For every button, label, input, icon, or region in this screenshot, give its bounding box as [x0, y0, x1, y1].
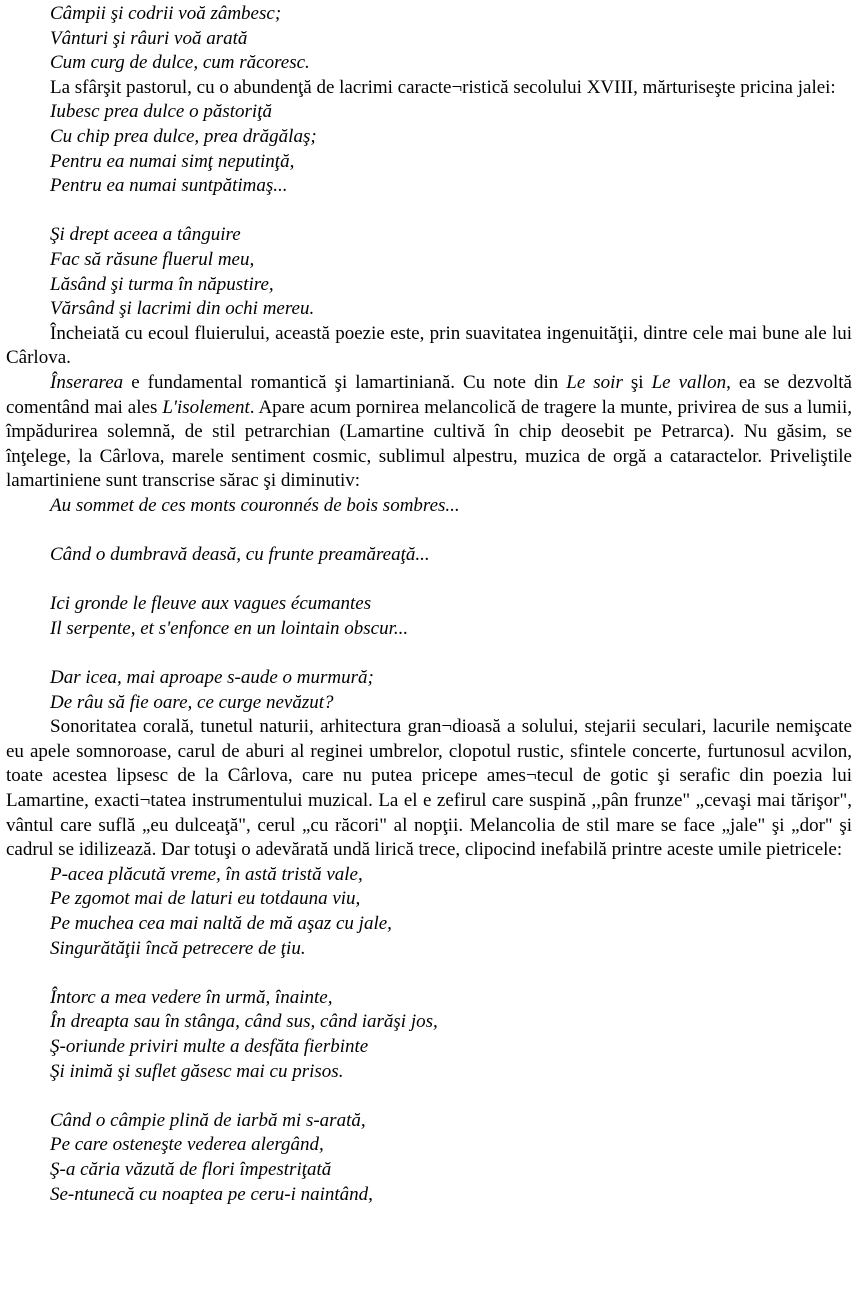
verse-line: Şi drept aceea a tânguire	[50, 224, 241, 246]
stanza-gap	[6, 518, 852, 543]
stanza-5	[6, 986, 852, 1084]
verse-line: Fac să răsune fluerul meu,	[50, 248, 255, 270]
stanza-gap	[6, 199, 852, 224]
paragraph-text: , ea se dezvoltă comentând mai ales	[6, 371, 852, 418]
verse-line: Vărsând şi lacrimi din ochi mereu.	[50, 298, 315, 320]
verse-line: Se-ntunecă cu noaptea pe ceru-i naintând,	[50, 1183, 373, 1205]
verse-line: Cu chip prea dulce, prea drăgălaş;	[50, 125, 317, 147]
stanza-4	[6, 863, 852, 961]
stanza-gap	[6, 961, 852, 986]
verse-line: Singurătăţii încă petrecere de ţiu.	[50, 937, 306, 959]
paragraph-4: Sonoritatea corală, tunetul naturii, arhitectura gran¬dioasă a solului, stejarii seculari, lacurile nemişcate eu apele somnoroase, carul de aburi al reginei umbrelor, clopotul rustic, sfintele concerte, furtunosul acvilon, toate acestea lipsesc de la Cârlova, care nu putea pricepe ames¬tecul de gotic şi serafic din poezia lui Lamartine, exacti¬tatea instrumentului muzical. La el e zefirul care suspină ,,pân frunze" „cevaşi mai tărişor", vântul care suflă „eu dulceaţă", cerul „cu răcori" al nopţii. Melancolia de stil mare se face „jale" şi „dor" şi cadrul se idilizează. Dar totuşi o adevărată undă lirică trece, clipocind inefabilă printre aceste umile pietricele:	[6, 716, 852, 861]
stanza-3	[6, 223, 852, 321]
paragraph-2: Încheiată cu ecoul fluierului, această poezie este, prin suavitatea ingenuităţii, dintre cele mai bune ale lui Cârlova.	[6, 322, 852, 369]
verse-line: Ş-oriunde priviri multe a desfăta fierbinte	[50, 1035, 369, 1057]
paragraph-text: e fundamental romantică şi lamartiniană. Cu note din	[123, 371, 567, 393]
verse-line: Câmpii şi codrii voă zâmbesc;	[50, 3, 282, 24]
verse-line: Pe zgomot mai de laturi eu totdauna viu,	[50, 888, 361, 910]
work-title: Le vallon	[651, 371, 727, 393]
verse-line: Pe care osteneşte vederea alergând,	[50, 1134, 324, 1156]
quote-line: Când o dumbravă deasă, cu frunte preamăreaţă...	[50, 544, 430, 566]
work-title: Le soir	[566, 371, 623, 393]
quote-line: Dar icea, mai aproape s-aude o murmură;	[50, 667, 374, 689]
quote-line: Ici gronde le fleuve aux vagues écumantes	[50, 593, 372, 615]
stanza-6	[6, 1109, 852, 1207]
quote-line: De râu să fie oare, ce curge nevăzut?	[50, 691, 334, 713]
document-page	[6, 2, 852, 1207]
poem-title: Înserarea	[50, 371, 124, 393]
paragraph-1: La sfârşit pastorul, cu o abundenţă de lacrimi caracte¬ristică secolului XVIII, mărturiseşte pricina jalei:	[50, 76, 836, 98]
paragraph-3	[6, 371, 852, 494]
stanza-gap	[6, 568, 852, 593]
verse-line: Pe muchea cea mai naltă de mă aşaz cu jale,	[50, 912, 392, 934]
verse-line: Lăsând şi turma în năpustire,	[50, 273, 274, 295]
paragraph-text: şi	[622, 371, 652, 393]
stanza-1	[6, 2, 852, 76]
stanza-2	[6, 100, 852, 198]
stanza-gap	[6, 1084, 852, 1109]
stanza-gap	[6, 641, 852, 666]
verse-line: Cum curg de dulce, cum răcoresc.	[50, 52, 310, 74]
verse-line: Iubesc prea dulce o păstoriţă	[50, 101, 272, 123]
work-title: L'isolement	[162, 396, 250, 418]
verse-line: Întorc a mea vedere în urmă, înainte,	[50, 986, 333, 1008]
verse-line: Când o câmpie plină de iarbă mi s-arată,	[50, 1109, 366, 1131]
verse-line: Pentru ea numai simţ neputinţă,	[50, 150, 295, 172]
verse-line: P-acea plăcută vreme, în astă tristă vale,	[50, 863, 363, 885]
verse-line: Şi inimă şi suflet găsesc mai cu prisos.	[50, 1060, 344, 1082]
quote-line: Il serpente, et s'enfonce en un lointain obscur...	[50, 617, 409, 639]
verse-line: În dreapta sau în stânga, când sus, când iarăşi jos,	[50, 1011, 438, 1033]
verse-line: Vânturi şi râuri voă arată	[50, 27, 248, 49]
verse-line: Pentru ea numai suntpătimaş...	[50, 175, 288, 197]
verse-line: Ş-a căria văzută de flori împestriţată	[50, 1158, 332, 1180]
paragraph-text: . Apare acum pornirea melancolică de tragere la munte, privirea de sus a lumii, împădurirea solemnă, de stil petrarchian (Lamartine cultivă în chip deosebit pe Petrarca). Nu găsim, se înţelege, la Cârlova, marele sentiment cosmic, sublimul alpestru, muzica de orgă a cataractelor. Priveliştile lamartiniene sunt transcrise sărac şi diminutiv:	[6, 396, 852, 492]
quote-line: Au sommet de ces monts couronnés de bois sombres...	[50, 494, 460, 516]
